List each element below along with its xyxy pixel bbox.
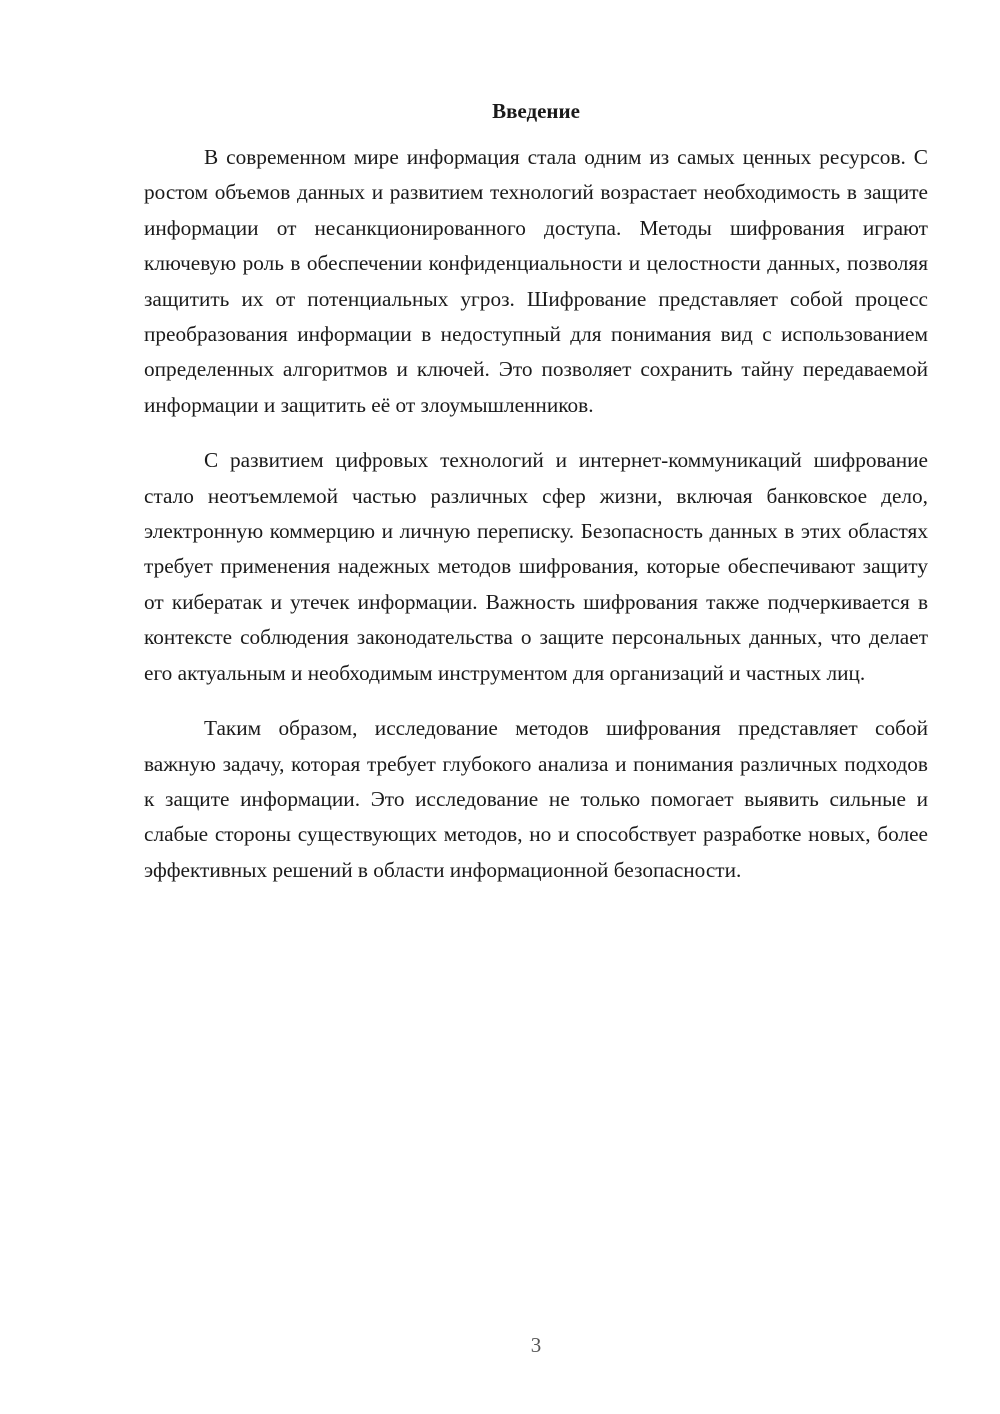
paragraph-3: Таким образом, исследование методов шифрования представляет собой важную задачу, которая требует глубокого анализа и понимания различных подходов к защите информации. Это исследование не только помогает выявить сильные и слабые стороны существующих методов, но и способствует разработке новых, более эффективных решений в области информационной безопасности. — [144, 716, 928, 882]
page-content — [144, 96, 928, 908]
page-number: 3 — [530, 1333, 542, 1357]
paragraph-1: В современном мире информация стала одним из самых ценных ресурсов. С ростом объемов данных и развитием технологий возрастает необходимость в защите информации от несанкционированного доступа. Методы шифрования играют ключевую роль в обеспечении конфиденциальности и целостности данных, позволяя защитить их от потенциальных угроз. Шифрование представляет собой процесс преобразования информации в недоступный для понимания вид с использованием определенных алгоритмов и ключей. Это позволяет сохранить тайну передаваемой информации и защитить её от злоумышленников. — [144, 145, 928, 417]
paragraph-2: С развитием цифровых технологий и интернет-коммуникаций шифрование стало неотъемлемой частью различных сфер жизни, включая банковское дело, электронную коммерцию и личную переписку. Безопасность данных в этих областях требует применения надежных методов шифрования, которые обеспечивают защиту от кибератак и утечек информации. Важность шифрования также подчеркивается в контексте соблюдения законодательства о защите персональных данных, что делает его актуальным и необходимым инструментом для организаций и частных лиц. — [144, 448, 928, 685]
section-heading: Введение — [492, 99, 580, 123]
